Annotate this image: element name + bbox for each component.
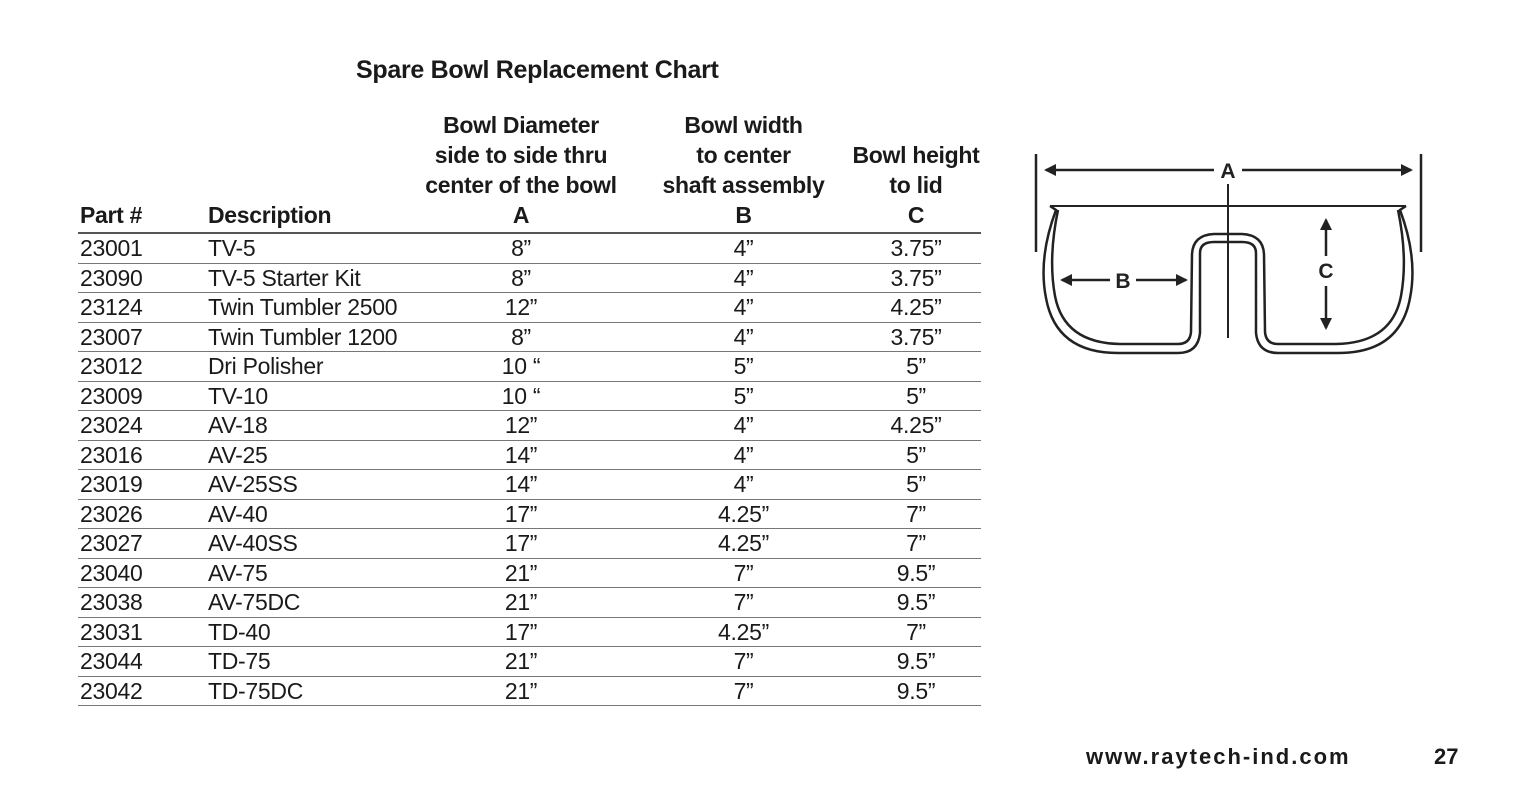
cell-description: AV-75DC — [206, 588, 406, 618]
cell-description: TV-10 — [206, 381, 406, 411]
cell-height: 9.5” — [851, 676, 981, 706]
cell-height: 9.5” — [851, 588, 981, 618]
table-row — [78, 588, 981, 618]
table-row — [78, 381, 981, 411]
cell-diameter: 14” — [406, 440, 636, 470]
cell-width: 4.25” — [636, 499, 851, 529]
cell-diameter: 21” — [406, 676, 636, 706]
cell-diameter: 12” — [406, 411, 636, 441]
cell-diameter: 17” — [406, 617, 636, 647]
cell-width: 4” — [636, 470, 851, 500]
cell-height: 9.5” — [851, 558, 981, 588]
cell-part: 23001 — [78, 233, 206, 263]
cell-description: AV-40SS — [206, 529, 406, 559]
cell-width: 5” — [636, 381, 851, 411]
table-row — [78, 233, 981, 263]
cell-part: 23024 — [78, 411, 206, 441]
cell-height: 5” — [851, 352, 981, 382]
cell-description: TV-5 — [206, 233, 406, 263]
cell-height: 3.75” — [851, 233, 981, 263]
label-c: C — [1318, 260, 1334, 283]
cell-part: 23026 — [78, 499, 206, 529]
table-row — [78, 263, 981, 293]
cell-description: TV-5 Starter Kit — [206, 263, 406, 293]
cell-width: 7” — [636, 676, 851, 706]
bowl-replacement-table — [78, 110, 981, 706]
cell-diameter: 8” — [406, 263, 636, 293]
cell-height: 3.75” — [851, 322, 981, 352]
cell-height: 4.25” — [851, 293, 981, 323]
table-row — [78, 676, 981, 706]
cell-part: 23019 — [78, 470, 206, 500]
cell-diameter: 17” — [406, 499, 636, 529]
cell-width: 4” — [636, 440, 851, 470]
cell-diameter: 17” — [406, 529, 636, 559]
cell-height: 7” — [851, 499, 981, 529]
header-bowl-diameter: Bowl Diameter side to side thru center of the bowl A — [425, 112, 617, 228]
header-bowl-height: Bowl height to lid C — [852, 142, 980, 228]
cell-height: 7” — [851, 617, 981, 647]
table-row — [78, 293, 981, 323]
cell-width: 4.25” — [636, 529, 851, 559]
cell-part: 23012 — [78, 352, 206, 382]
cell-width: 4” — [636, 293, 851, 323]
cell-width: 4” — [636, 233, 851, 263]
cell-part: 23040 — [78, 558, 206, 588]
cell-diameter: 12” — [406, 293, 636, 323]
cell-width: 5” — [636, 352, 851, 382]
cell-part: 23027 — [78, 529, 206, 559]
cell-height: 4.25” — [851, 411, 981, 441]
table-row — [78, 529, 981, 559]
cell-height: 7” — [851, 529, 981, 559]
cell-width: 4.25” — [636, 617, 851, 647]
cell-description: TD-40 — [206, 617, 406, 647]
cell-diameter: 10 “ — [406, 352, 636, 382]
cell-diameter: 10 “ — [406, 381, 636, 411]
cell-description: TD-75 — [206, 647, 406, 677]
cell-height: 5” — [851, 440, 981, 470]
table-row — [78, 617, 981, 647]
cell-diameter: 14” — [406, 470, 636, 500]
cell-height: 9.5” — [851, 647, 981, 677]
cell-height: 5” — [851, 470, 981, 500]
cell-description: Twin Tumbler 2500 — [206, 293, 406, 323]
cell-part: 23044 — [78, 647, 206, 677]
table-row — [78, 470, 981, 500]
table-row — [78, 499, 981, 529]
cell-width: 7” — [636, 558, 851, 588]
cell-diameter: 21” — [406, 647, 636, 677]
cell-part: 23009 — [78, 381, 206, 411]
cell-description: AV-75 — [206, 558, 406, 588]
cell-part: 23124 — [78, 293, 206, 323]
bowl-diagram — [1028, 148, 1428, 368]
cell-description: AV-25SS — [206, 470, 406, 500]
table-header-row — [78, 110, 981, 233]
cell-part: 23090 — [78, 263, 206, 293]
cell-width: 7” — [636, 588, 851, 618]
cell-width: 4” — [636, 322, 851, 352]
cell-height: 3.75” — [851, 263, 981, 293]
cell-description: AV-40 — [206, 499, 406, 529]
label-a: A — [1220, 160, 1236, 183]
cell-description: Dri Polisher — [206, 352, 406, 382]
header-bowl-width: Bowl width to center shaft assembly B — [662, 112, 825, 228]
table-row — [78, 647, 981, 677]
table-row — [78, 411, 981, 441]
cell-height: 5” — [851, 381, 981, 411]
cell-description: Twin Tumbler 1200 — [206, 322, 406, 352]
cell-width: 4” — [636, 411, 851, 441]
cell-diameter: 8” — [406, 233, 636, 263]
cell-width: 7” — [636, 647, 851, 677]
header-part: Part # — [80, 202, 143, 228]
cell-part: 23042 — [78, 676, 206, 706]
table-body — [78, 233, 981, 706]
cell-diameter: 21” — [406, 558, 636, 588]
page-number: 27 — [1434, 744, 1459, 769]
cell-description: TD-75DC — [206, 676, 406, 706]
footer-url: www.raytech-ind.com — [1086, 744, 1351, 769]
cell-diameter: 8” — [406, 322, 636, 352]
chart-title: Spare Bowl Replacement Chart — [356, 56, 719, 84]
table-row — [78, 558, 981, 588]
cell-diameter: 21” — [406, 588, 636, 618]
cell-description: AV-25 — [206, 440, 406, 470]
cell-part: 23007 — [78, 322, 206, 352]
cell-part: 23016 — [78, 440, 206, 470]
table-row — [78, 322, 981, 352]
cell-description: AV-18 — [206, 411, 406, 441]
cell-width: 4” — [636, 263, 851, 293]
label-b: B — [1115, 270, 1131, 293]
cell-part: 23031 — [78, 617, 206, 647]
header-description: Description — [208, 202, 332, 228]
table-row — [78, 352, 981, 382]
table-row — [78, 440, 981, 470]
cell-part: 23038 — [78, 588, 206, 618]
